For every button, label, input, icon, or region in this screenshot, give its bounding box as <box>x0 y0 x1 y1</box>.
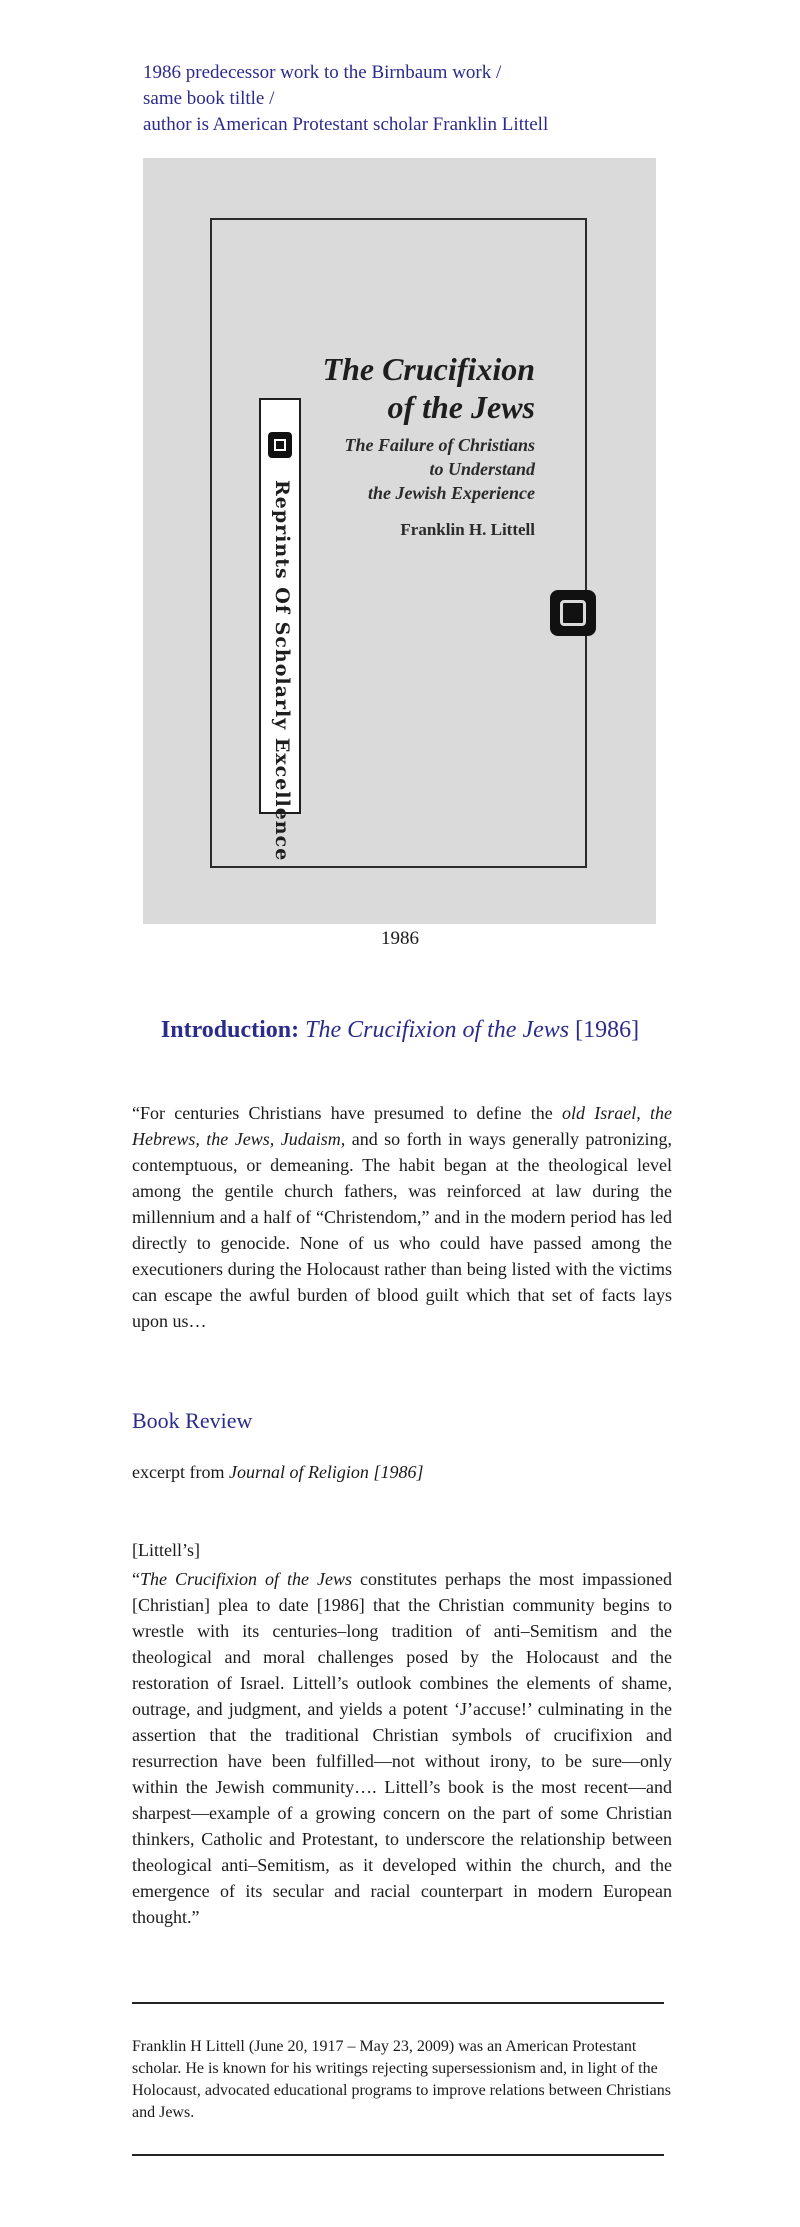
cover-title-line-2: of the Jews <box>387 389 535 425</box>
divider-bottom <box>132 2154 664 2156</box>
excerpt-journal: Journal of Religion [1986] <box>228 1462 424 1482</box>
cover-subtitle-line-1: The Failure of Christians <box>344 435 535 455</box>
cover-subtitle-line-2: to Understand <box>429 459 535 479</box>
intro-quote-italic: old Israel, the Hebrews, the Jews, Judaism, <box>132 1103 672 1149</box>
cover-year-caption: 1986 <box>381 928 419 949</box>
author-bio: Franklin H Littell (June 20, 1917 – May 23, 2009) was an American Protestant scholar. He is known for his writings rejecting supersessionism and, in light of the Holocaust, advocated educational programs to improve relations between Christians and Jews. <box>132 2038 671 2121</box>
intro-heading <box>0 1017 800 1044</box>
excerpt-prefix: excerpt from <box>132 1462 229 1482</box>
spine-emblem-icon <box>268 432 292 458</box>
intro-heading-lead: Introduction: <box>160 1017 300 1043</box>
book-cover-image <box>143 158 656 924</box>
cover-author: Franklin H. Littell <box>400 520 535 539</box>
header-note <box>143 60 548 138</box>
note-line-3: author is American Protestant scholar Franklin Littell <box>143 114 549 135</box>
review-quote-title: The Crucifixion of the Jews <box>140 1569 352 1589</box>
book-review-heading: Book Review <box>132 1408 253 1433</box>
review-quote-body: constitutes perhaps the most impassioned [Christian] plea to date [1986] that the Christian community begins to wrestle with its centuries–long tradition of anti–Semitism and the theological and moral challenges posed by the Holocaust and the restoration of Israel. Littell’s outlook combines the elements of shame, outrage, and judgment, and yields a potent ‘J’accuse!’ culminating in the assertion that the traditional Christian symbols of crucifixion and resurrection have been fulfilled—not without irony, to be sure—only within the Jewish community…. Littell’s book is the most recent—and sharpest—example of a growing concern on the part of some Christian thinkers, Catholic and Protestant, to underscore the relationship between theological anti–Semitism, as it developed within the church, and the emergence of its secular and racial counterpart in modern European thought.” <box>132 1569 672 1927</box>
publisher-emblem-icon <box>550 590 596 636</box>
note-line-2: same book tiltle / <box>143 88 275 109</box>
cover-subtitle-line-3: the Jewish Experience <box>368 483 535 503</box>
review-attribution: [Littell’s] <box>132 1540 200 1560</box>
intro-heading-title: The Crucifixion of the Jews <box>305 1017 570 1043</box>
review-quote <box>132 1566 672 1930</box>
cover-title-line-1: The Crucifixion <box>322 351 535 387</box>
review-quote-open: “ <box>132 1569 140 1589</box>
intro-heading-year: [1986] <box>575 1017 640 1043</box>
spine-text: Reprints Of Scholarly Excellence <box>271 480 293 862</box>
cover-spine-label <box>259 398 301 862</box>
excerpt-source <box>132 1462 423 1483</box>
note-line-1: 1986 predecessor work to the Birnbaum work / <box>143 62 502 83</box>
cover-frame <box>210 218 587 868</box>
intro-quote-part-2: and so forth in ways generally patronizing, contemptuous, or demeaning. The habit began at the theological level among the gentile church fathers, was reinforced at law during the millennium and a half of “Christendom,” and in the modern period has led directly to genocide. None of us who could have passed among the executioners during the Holocaust rather than being listed with the victims can escape the awful burden of blood guilt which that set of facts lays upon us… <box>132 1129 672 1331</box>
intro-quote-part-1: “For centuries Christians have presumed to define the <box>132 1103 562 1123</box>
intro-quote <box>132 1100 672 1334</box>
divider-top <box>132 2002 664 2004</box>
